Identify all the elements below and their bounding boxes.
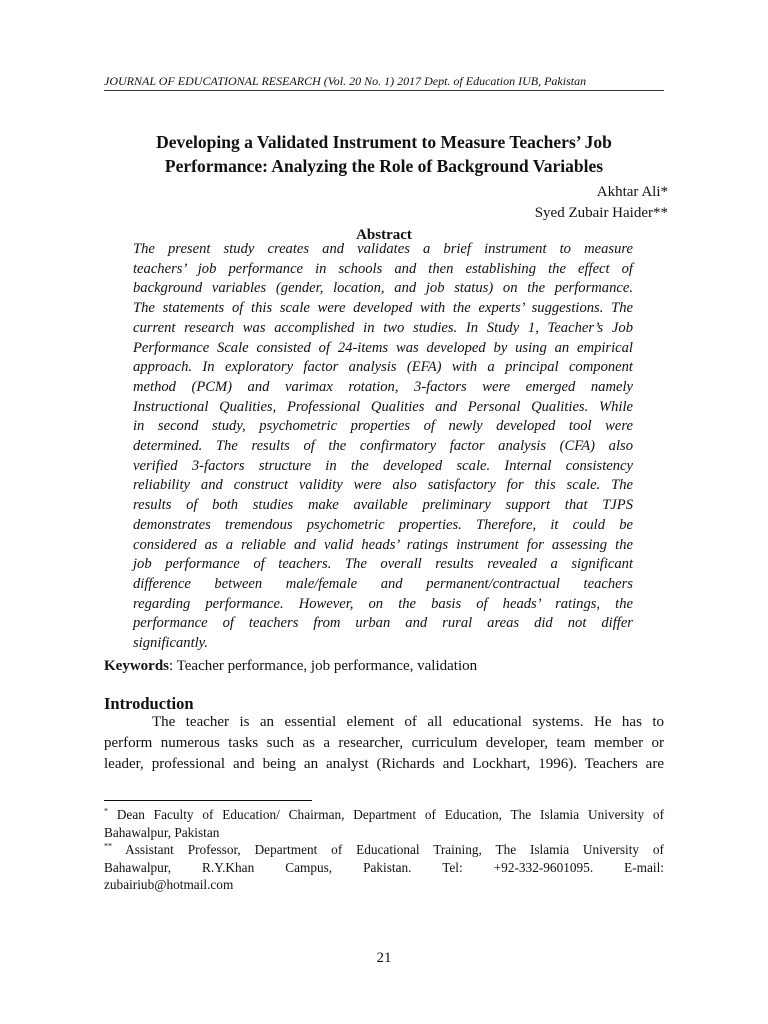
footnote-line: Bahawalpur, Pakistan [104, 824, 220, 840]
footnote-marker: ** [104, 841, 112, 851]
abstract-line: in second study, psychometric properties of newly developed tool were [133, 418, 633, 435]
introduction-body [104, 712, 664, 775]
abstract-line: considered as a reliable and valid heads’ ratings instrument for assessing the [133, 536, 633, 553]
abstract-line: regarding performance. However, on the basis of heads’ ratings, the [133, 595, 633, 612]
abstract-line: approach. In exploratory factor analysis (EFA) with a principal component [133, 359, 633, 376]
footnote-text: Dean Faculty of Education/ Chairman, Department of Education, The Islamia University of [108, 807, 664, 822]
footnote-line: zubairiub@hotmail.com [104, 877, 234, 892]
keywords-label: Keywords [104, 658, 169, 674]
keywords-text: : Teacher performance, job performance, validation [169, 658, 478, 674]
author-name: Syed Zubair Haider** [534, 205, 668, 221]
running-header: JOURNAL OF EDUCATIONAL RESEARCH (Vol. 20 No. 1) 2017 Dept. of Education IUB, Pakistan [104, 74, 664, 91]
article-title-line: Developing a Validated Instrument to Measure Teachers’ Job [156, 132, 612, 152]
author-list [535, 182, 668, 224]
abstract-line: job performance of teachers. The overall results revealed a significant [133, 556, 633, 573]
abstract-line: background variables (gender, location, and job status) on the performance. [133, 280, 633, 297]
abstract-line: The statements of this scale were developed with the experts’ suggestions. The [133, 300, 633, 317]
abstract-line: determined. The results of the confirmatory factor analysis (CFA) also [133, 438, 633, 455]
abstract-line: significantly. [133, 635, 208, 652]
abstract-line: Instructional Qualities, Professional Qualities and Personal Qualities. While [133, 398, 633, 415]
footnote-text: Assistant Professor, Department of Educational Training, The Islamia University of [112, 842, 664, 857]
footnote-divider [104, 800, 312, 801]
abstract-heading: Abstract [356, 227, 412, 243]
page-number: 21 [376, 950, 392, 966]
abstract-line: difference between male/female and permanent/contractual teachers [133, 575, 633, 592]
article-title [104, 130, 664, 178]
abstract-line: current research was accomplished in two studies. In Study 1, Teacher’s Job [133, 319, 633, 336]
article-title-line: Performance: Analyzing the Role of Background Variables [164, 156, 604, 176]
footnote-line [104, 806, 664, 824]
introduction-heading: Introduction [104, 694, 194, 713]
introduction-line: leader, professional and being an analyst (Richards and Lockhart, 1996). Teachers are [104, 756, 664, 772]
introduction-line: perform numerous tasks such as a researcher, curriculum developer, team member or [104, 735, 664, 751]
abstract-line: verified 3-factors structure in the developed scale. Internal consistency [133, 457, 633, 474]
keywords-line [104, 656, 664, 676]
abstract-line: results of both studies make available preliminary support that TJPS [133, 497, 633, 514]
abstract-line: teachers’ job performance in schools and then establishing the effect of [133, 260, 633, 277]
introduction-line: The teacher is an essential element of all educational systems. He has to [152, 714, 664, 730]
abstract-line: method (PCM) and varimax rotation, 3-factors were emerged namely [133, 378, 633, 395]
abstract-body [133, 240, 633, 654]
abstract-line: Performance Scale consisted of 24-items was developed by using an empirical [133, 339, 633, 356]
footnote-line [104, 841, 664, 859]
footnote-line: Bahawalpur, R.Y.Khan Campus, Pakistan. Tel: +92-332-9601095. E-mail: [104, 859, 664, 875]
author-name: Akhtar Ali* [596, 184, 668, 200]
abstract-line: performance of teachers from urban and rural areas did not differ [133, 615, 633, 632]
abstract-line: demonstrates tremendous psychometric properties. Therefore, it could be [133, 516, 633, 533]
footnote-marker: * [104, 806, 108, 816]
footnotes [104, 806, 664, 894]
abstract-line: The present study creates and validates a brief instrument to measure [133, 241, 633, 257]
abstract-line: reliability and construct validity were also satisfactory for this scale. The [133, 477, 633, 494]
